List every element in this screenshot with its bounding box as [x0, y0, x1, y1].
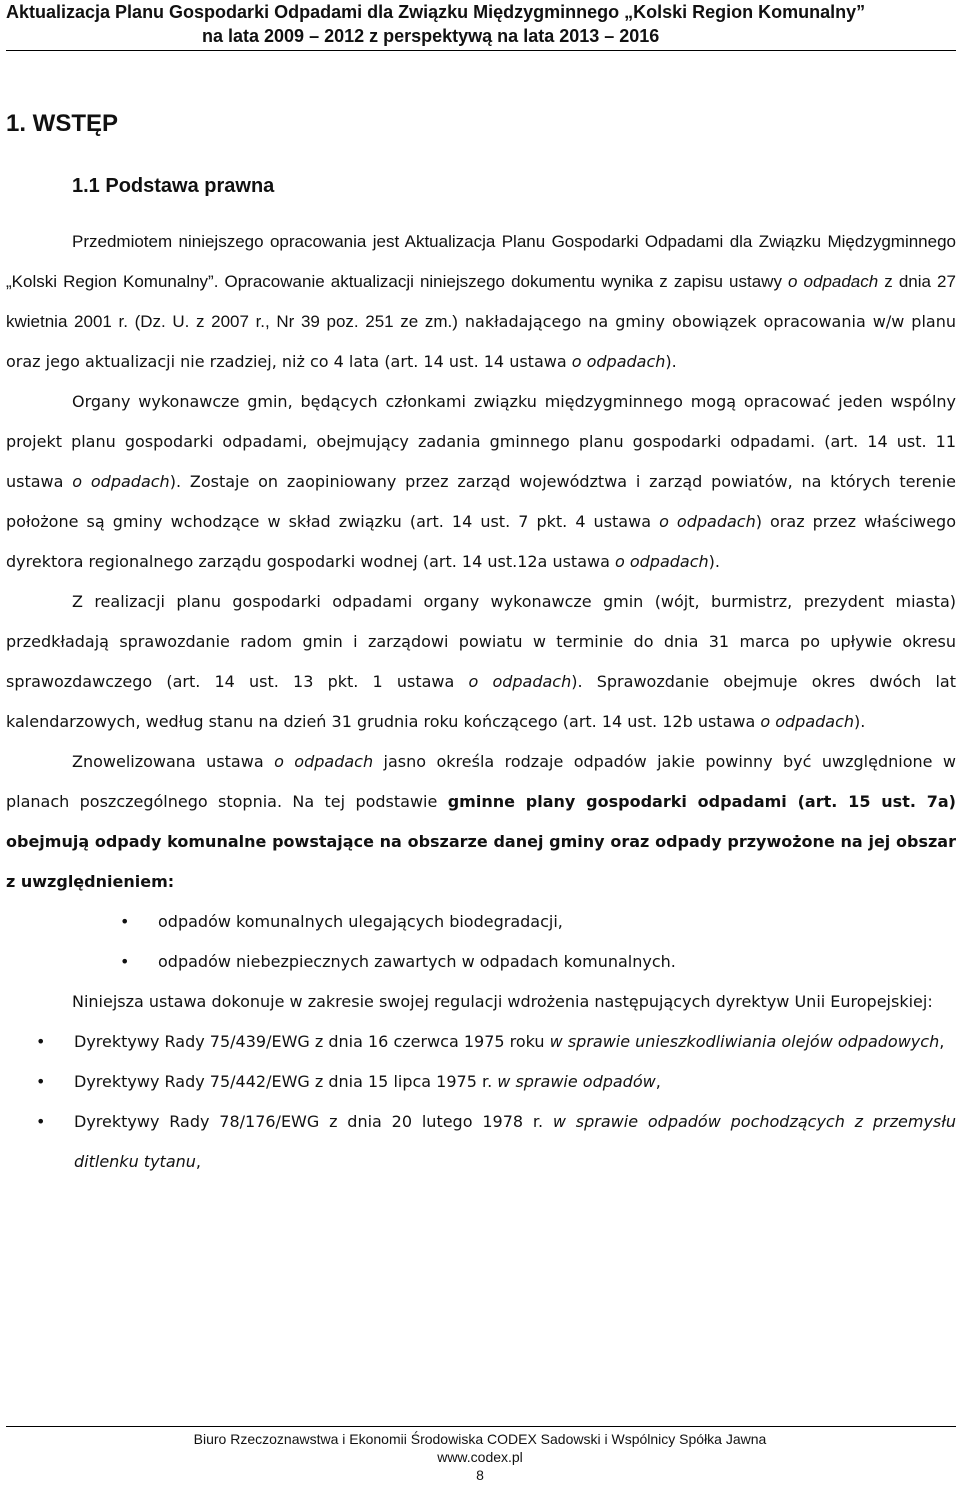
- paragraph-eu-directives: Niniejsza ustawa dokonuje w zakresie swojej regulacji wdrożenia następujących dyrektyw Unii Europejskiej:: [72, 992, 933, 1011]
- footer-company: Biuro Rzeczoznawstwa i Ekonomii Środowiska CODEX Sadowski i Wspólnicy Spółka Jawna: [193, 1431, 767, 1447]
- directive-list: [6, 1022, 956, 1182]
- page-number: 8: [476, 1467, 484, 1483]
- paragraph-reporting: Z realizacji planu gospodarki odpadami organy wykonawcze gmin (wójt, burmistrz, prezydent miasta) przedkładają sprawozdanie radom gmin i zarządowi powiatu w terminie do dnia 31 marca po upływie okresu sprawozdawczego (art. 14 ust. 13 pkt. 1 ustawa o odpadach). Sprawozdanie obejmuje okres dwóch lat kalendarzowych, według stanu na dzień 31 grudnia roku kończącego (art. 14 ust. 12b ustawa o odpadach).: [6, 592, 956, 731]
- header-title: Aktualizacja Planu Gospodarki Odpadami dla Związku Międzygminnego „Kolski Region Komunalny”: [6, 2, 866, 22]
- list-item: • Dyrektywy Rady 78/176/EWG z dnia 20 lutego 1978 r. w sprawie odpadów pochodzących z przemysłu ditlenku tytanu,: [74, 1102, 956, 1182]
- chapter-title: 1. WSTĘP: [6, 110, 119, 137]
- header-divider: [6, 50, 956, 51]
- paragraph-waste-types: Znowelizowana ustawa o odpadach jasno określa rodzaje odpadów jakie powinny być uwzględnione w planach poszczególnego stopnia. Na tej podstawie gminne plany gospodarki odpadami (art. 15 ust. 7a) obejmują odpady komunalne powstające na obszarze danej gminy oraz odpady przywożone na jej obszar z uwzględnieniem:: [6, 752, 956, 891]
- footer-website: www.codex.pl: [437, 1449, 523, 1465]
- waste-list: [6, 902, 956, 982]
- list-item: • odpadów komunalnych ulegających biodegradacji,: [158, 902, 956, 942]
- paragraph-legal-basis: Przedmiotem niniejszego opracowania jest Aktualizacja Planu Gospodarki Odpadami dla Związku Międzygminnego „Kolski Region Komunalny”. Opracowanie aktualizacji niniejszego dokumentu wynika z zapisu ustawy o odpadach z dnia 27 kwietnia 2001 r. (Dz. U. z 2007 r., Nr 39 poz. 251 ze zm.) nakładającego na gminy obowiązek opracowania w/w planu oraz jego aktualizacji nie rzadziej, niż co 4 lata (art. 14 ust. 14 ustawa o odpadach).: [6, 232, 956, 371]
- page-footer: [0, 1430, 960, 1484]
- list-item: • Dyrektywy Rady 75/442/EWG z dnia 15 lipca 1975 r. w sprawie odpadów,: [74, 1062, 956, 1102]
- list-item: • odpadów niebezpiecznych zawartych w odpadach komunalnych.: [158, 942, 956, 982]
- footer-divider: [6, 1426, 956, 1427]
- header-period: na lata 2009 – 2012 z perspektywą na lata 2013 – 2016: [202, 26, 660, 46]
- list-item: • Dyrektywy Rady 75/439/EWG z dnia 16 czerwca 1975 roku w sprawie unieszkodliwiania olejów odpadowych,: [74, 1022, 956, 1062]
- running-header: [6, 0, 956, 48]
- paragraph-joint-plan: Organy wykonawcze gmin, będących członkami związku międzygminnego mogą opracować jeden wspólny projekt planu gospodarki odpadami, obejmujący zadania gminnego planu gospodarki odpadami. (art. 14 ust. 11 ustawa o odpadach). Zostaje on zaopiniowany przez zarząd województwa i zarząd powiatów, na których terenie położone są gminy wchodzące w skład związku (art. 14 ust. 7 pkt. 4 ustawa o odpadach) oraz przez właściwego dyrektora regionalnego zarządu gospodarki wodnej (art. 14 ust.12a ustawa o odpadach).: [6, 392, 957, 571]
- section-subtitle: 1.1 Podstawa prawna: [72, 175, 275, 197]
- document-body: [6, 222, 956, 1182]
